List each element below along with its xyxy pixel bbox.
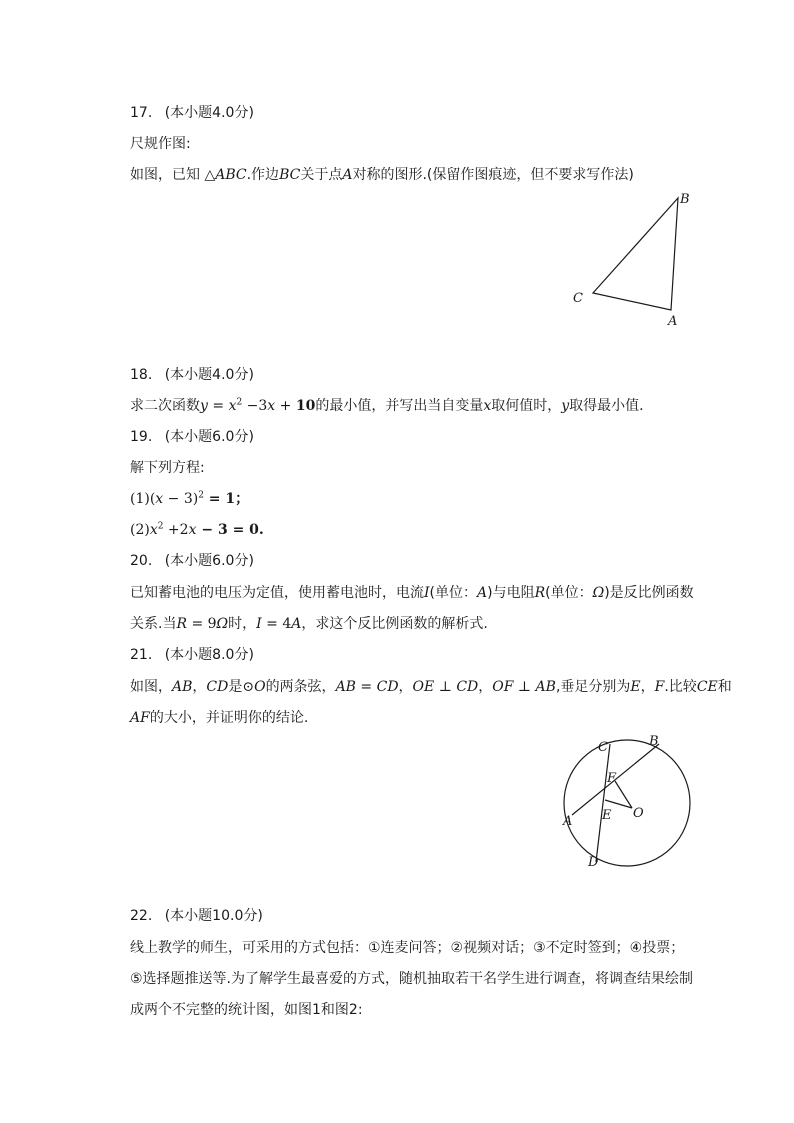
q17-score: (本小题4.0分) bbox=[164, 105, 254, 121]
label-d: D bbox=[588, 855, 599, 870]
q21-number: 21. bbox=[130, 647, 153, 663]
q20-line2: 关系.当R = 9Ω时，I = 4A，求这个反比例函数的解析式. bbox=[130, 616, 488, 632]
q19-line1: 解下列方程: bbox=[130, 460, 205, 476]
q22-line1: 线上教学的师生，可采用的方式包括：①连麦问答；②视频对话；③不定时签到；④投票； bbox=[130, 940, 685, 956]
q18-text: 求二次函数$y = x^2 -3x + 10$的最小值，并写出当自变量x取何值时，y取得最小值. bbox=[130, 397, 644, 414]
label-a: A bbox=[668, 314, 678, 329]
q19-header bbox=[130, 427, 254, 447]
q20-header bbox=[130, 551, 254, 571]
q17-number: 17. bbox=[130, 105, 153, 121]
q22-line3: 成两个不完整的统计图，如图1和图2: bbox=[130, 1002, 363, 1018]
triangle-abc bbox=[593, 198, 678, 310]
q18-header bbox=[130, 365, 254, 385]
q21-score: (本小题8.0分) bbox=[164, 647, 254, 663]
circle-chords-figure bbox=[555, 732, 705, 872]
label-o: O bbox=[633, 806, 644, 821]
triangle-abc-figure bbox=[560, 185, 710, 335]
q17-header bbox=[130, 103, 254, 123]
q17-line2: 如图，已知 △ABC.作边BC关于点A对称的图形.(保留作图痕迹，但不要求写作法) bbox=[130, 167, 634, 183]
chord-cd bbox=[596, 744, 610, 862]
q18-number: 18. bbox=[130, 367, 153, 383]
q22-number: 22. bbox=[130, 908, 153, 924]
q17-line1: 尺规作图: bbox=[130, 136, 191, 152]
circle-o bbox=[564, 740, 690, 866]
label-c: C bbox=[598, 740, 608, 755]
label-b: B bbox=[649, 734, 659, 749]
q20-line1: 已知蓄电池的电压为定值，使用蓄电池时，电流I(单位：A)与电阻R(单位：Ω)是反比例函数 bbox=[130, 585, 694, 601]
q20-number: 20. bbox=[130, 553, 153, 569]
q22-score: (本小题10.0分) bbox=[164, 908, 263, 924]
q22-header bbox=[130, 906, 263, 926]
q19-part1: $(1)(x - 3)^2 = 1$； bbox=[130, 490, 250, 507]
label-c: C bbox=[573, 291, 583, 306]
label-f: F bbox=[607, 771, 617, 786]
q20-score: (本小题6.0分) bbox=[164, 553, 254, 569]
label-e: E bbox=[602, 808, 612, 823]
q19-number: 19. bbox=[130, 429, 153, 445]
q21-line2: AF的大小，并证明你的结论. bbox=[130, 710, 309, 726]
label-b: B bbox=[680, 192, 690, 207]
q19-score: (本小题6.0分) bbox=[164, 429, 254, 445]
q22-line2: ⑤选择题推送等.为了解学生最喜爱的方式，随机抽取若干名学生进行调查，将调查结果绘制 bbox=[130, 971, 693, 987]
q19-part2: $(2)x^2 +2x - 3 = 0$. bbox=[130, 521, 264, 538]
label-a: A bbox=[563, 814, 573, 829]
q21-line1: 如图，AB，CD是⊙O的两条弦，AB = CD，OE ⊥ CD，OF ⊥ AB,垂足分别为E，F.比较CE和 bbox=[130, 679, 732, 695]
q18-score: (本小题4.0分) bbox=[164, 367, 254, 383]
q21-header bbox=[130, 645, 254, 665]
